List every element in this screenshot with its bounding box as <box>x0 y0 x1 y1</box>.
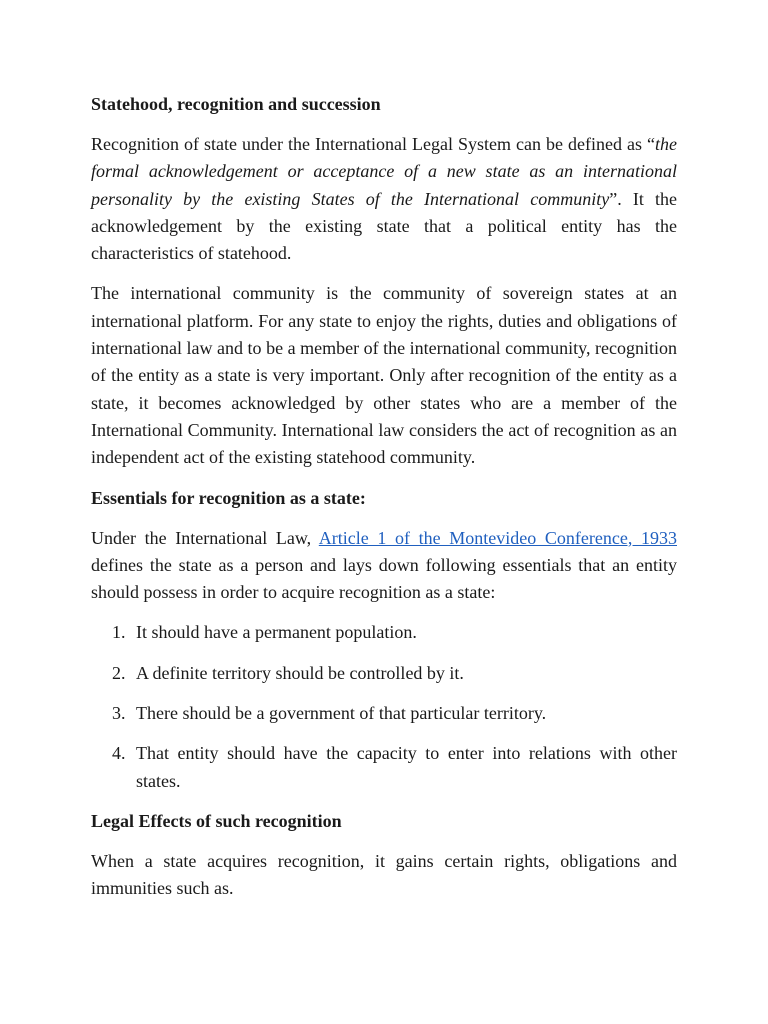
list-item-number: 4. <box>112 743 126 764</box>
definition-text-end: ”. It the acknowledgement by the existing state that a political entity has the characteristics of statehood. <box>91 188 677 264</box>
list-item <box>91 660 677 687</box>
section-heading-legal-effects: Legal Effects of such recognition <box>91 810 342 831</box>
document-page <box>91 91 677 916</box>
list-item-text: That entity should have the capacity to enter into relations with other states. <box>136 743 677 791</box>
definition-text-start: Recognition of state under the International Legal System can be defined as “ <box>91 134 655 154</box>
essentials-list <box>91 619 677 794</box>
definition-quote: the formal acknowledgement or acceptance of a new state as an international personality by the existing States of the International community <box>91 134 677 209</box>
paragraph-recognition-definition <box>91 131 677 267</box>
list-item <box>91 619 677 646</box>
list-item-text: There should be a government of that particular territory. <box>136 703 547 724</box>
paragraph-montevideo <box>91 525 677 607</box>
montevideo-article-link[interactable]: Article 1 of the Montevideo Conference, 1933 <box>318 527 677 548</box>
section-heading-statehood: Statehood, recognition and succession <box>91 94 381 114</box>
list-item <box>91 700 677 727</box>
list-item-number: 1. <box>112 622 126 643</box>
list-item-number: 3. <box>112 703 126 724</box>
list-item-text: It should have a permanent population. <box>136 622 417 643</box>
list-item-text: A definite territory should be controlled by it. <box>136 662 464 683</box>
paragraph-international-community: The international community is the community of sovereign states at an international platform. For any state to enjoy the rights, duties and obligations of international law and to be a member of the international community, recognition of the entity as a state is very important. Only after recognition of the entity as a state, it becomes acknowledged by other states who are a member of the International Community. International law considers the act of recognition as an independent act of the existing statehood community. <box>91 283 677 468</box>
montevideo-text-end: defines the state as a person and lays down following essentials that an entity should possess in order to acquire recognition as a state: <box>91 554 677 603</box>
montevideo-text-start: Under the International Law, <box>91 527 319 548</box>
list-item <box>91 740 677 795</box>
paragraph-legal-effects: When a state acquires recognition, it gains certain rights, obligations and immunities such as. <box>91 850 677 899</box>
section-heading-essentials: Essentials for recognition as a state: <box>91 487 366 508</box>
list-item-number: 2. <box>112 662 126 683</box>
